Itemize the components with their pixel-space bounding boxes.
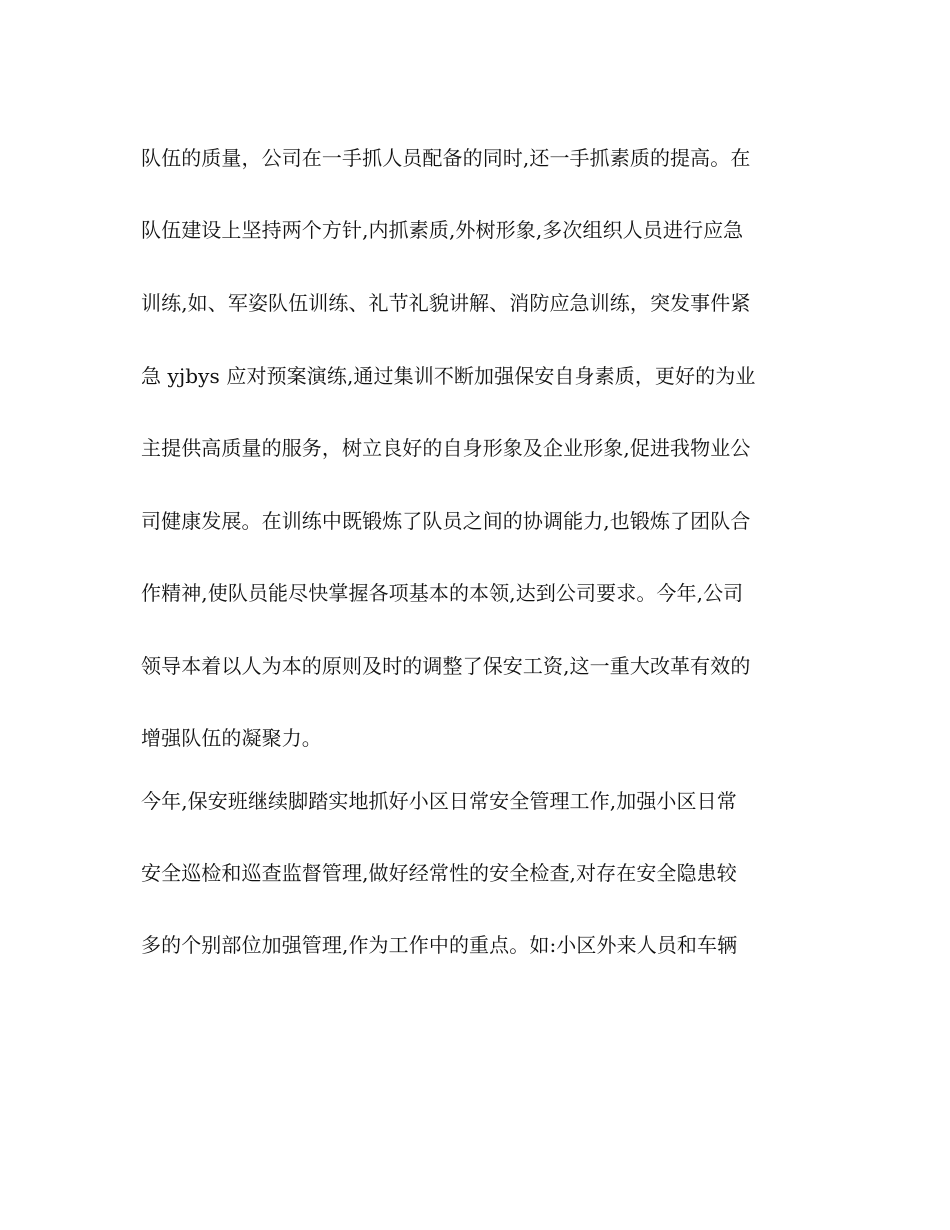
paragraph-2-line-3: 多的个别部位加强管理,作为工作中的重点。如:小区外来人员和车辆 (141, 933, 738, 957)
paragraph-2-line-1: 今年,保安班继续脚踏实地抓好小区日常安全管理工作,加强小区日常 (141, 789, 737, 813)
paragraph-1-line-3: 训练,如、军姿队伍训练、礼节礼貌讲解、消防应急训练，突发事件紧 (141, 291, 751, 315)
paragraph-1-line-2: 队伍建设上坚持两个方针,内抓素质,外树形象,多次组织人员进行应急 (141, 218, 744, 242)
paragraph-1-line-4: 急 yjbys 应对预案演练,通过集训不断加强保安自身素质，更好的为业 (141, 364, 756, 388)
paragraph-1-line-1: 队伍的质量，公司在一手抓人员配备的同时,还一手抓素质的提高。在 (141, 146, 751, 170)
paragraph-1-line-8: 领导本着以人为本的原则及时的调整了保安工资,这一重大改革有效的 (141, 654, 751, 678)
paragraph-1-line-5: 主提供高质量的服务，树立良好的自身形象及企业形象,促进我物业公 (141, 436, 751, 460)
paragraph-2-line-2: 安全巡检和巡查监督管理,做好经常性的安全检查,对存在安全隐患较 (141, 861, 737, 885)
paragraph-1-line-7: 作精神,使队员能尽快掌握各项基本的本领,达到公司要求。今年,公司 (141, 581, 744, 605)
paragraph-1-line-6: 司健康发展。在训练中既锻炼了队员之间的协调能力,也锻炼了团队合 (141, 509, 751, 533)
paragraph-1-line-9: 增强队伍的凝聚力。 (141, 726, 322, 750)
